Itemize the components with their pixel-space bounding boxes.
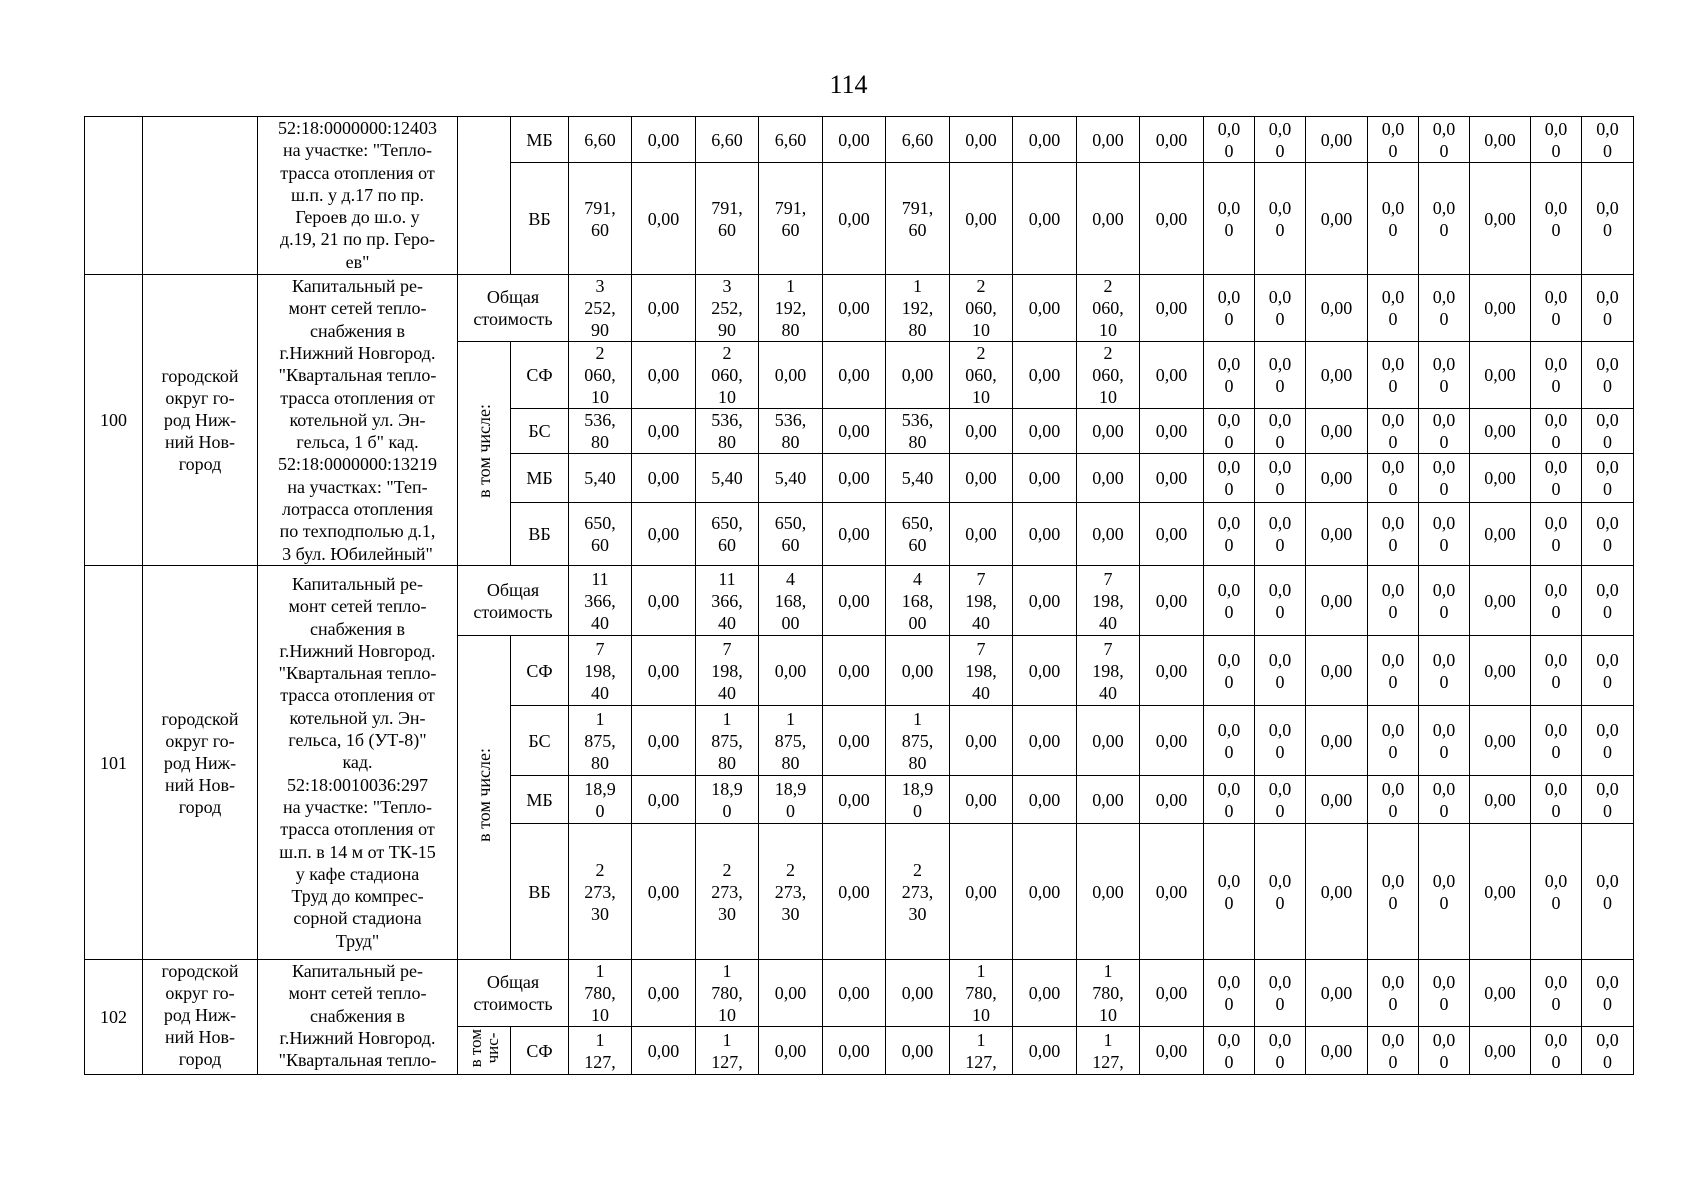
value-cell: 0,0 0 [1419, 454, 1470, 503]
value-cell: 0,00 [1470, 342, 1531, 409]
value-cell: 0,0 0 [1368, 163, 1419, 275]
value-cell: 0,00 [1306, 960, 1368, 1027]
value-cell: 0,0 0 [1531, 960, 1582, 1027]
value-cell: 0,00 [1306, 342, 1368, 409]
value-cell: 0,0 0 [1255, 503, 1306, 566]
value-cell: 0,00 [1306, 275, 1368, 342]
value-cell: 0,00 [1077, 409, 1140, 454]
value-cell: 0,0 0 [1255, 454, 1306, 503]
value-cell: 0,00 [1470, 824, 1531, 960]
value-cell: 5,40 [569, 454, 632, 503]
value-cell: 0,00 [1470, 776, 1531, 824]
value-cell: 0,00 [1306, 636, 1368, 706]
value-cell: 0,0 0 [1368, 960, 1419, 1027]
value-cell: 0,00 [1013, 454, 1077, 503]
value-cell: 0,00 [1013, 117, 1077, 163]
value-cell: 0,00 [632, 1027, 696, 1075]
value-cell: 0,00 [1470, 454, 1531, 503]
value-cell: 0,00 [823, 706, 886, 776]
value-cell: 0,0 0 [1531, 163, 1582, 275]
value-cell: 0,0 0 [1204, 163, 1255, 275]
value-cell: 1 875, 80 [759, 706, 823, 776]
value-cell: 0,00 [1470, 117, 1531, 163]
value-cell: 0,00 [1470, 1027, 1531, 1075]
value-cell: 0,00 [1306, 503, 1368, 566]
value-cell: 536, 80 [696, 409, 759, 454]
value-cell: 0,00 [759, 636, 823, 706]
value-cell: 0,00 [1140, 636, 1204, 706]
value-cell: 0,00 [632, 824, 696, 960]
total-row [85, 566, 1634, 636]
value-cell: 0,00 [632, 117, 696, 163]
value-cell: 1 780, 10 [1077, 960, 1140, 1027]
value-cell: 1 192, 80 [886, 275, 950, 342]
description-cell: 52:18:0000000:12403 на участке: "Тепло- трасса отопления от ш.п. у д.17 по пр. Героев до ш.о. у д.19, 21 по пр. Геро- ев" [258, 117, 458, 275]
value-cell: 1 127, [1077, 1027, 1140, 1075]
value-cell: 0,00 [823, 503, 886, 566]
value-cell: 5,40 [696, 454, 759, 503]
description-cell: Капитальный ре- монт сетей тепло- снабжения в г.Нижний Новгород. "Квартальная тепло- трасса отопления от котельной ул. Эн- гельса, 1б (УТ-8)" кад. 52:18:0010036:297 на участке: "Тепло- трасса отопления от ш.п. в 14 м от ТК-15 у кафе стадиона Труд до компрес- сорной стадиона Труд" [258, 566, 458, 960]
value-cell: 0,0 0 [1204, 824, 1255, 960]
value-cell: 0,00 [1140, 163, 1204, 275]
value-cell: 650, 60 [759, 503, 823, 566]
value-cell: 0,0 0 [1419, 566, 1470, 636]
value-cell: 0,0 0 [1531, 409, 1582, 454]
value-cell: 0,0 0 [1255, 163, 1306, 275]
value-cell: 7 198, 40 [569, 636, 632, 706]
funding-source: МБ [511, 454, 569, 503]
value-cell: 6,60 [569, 117, 632, 163]
value-cell: 4 168, 00 [886, 566, 950, 636]
value-cell: 0,0 0 [1582, 163, 1634, 275]
value-cell: 0,0 0 [1419, 163, 1470, 275]
value-cell: 0,0 0 [1531, 776, 1582, 824]
value-cell: 2 273, 30 [759, 824, 823, 960]
value-cell: 7 198, 40 [950, 566, 1013, 636]
value-cell: 0,0 0 [1204, 409, 1255, 454]
value-cell: 0,00 [1077, 503, 1140, 566]
source-row [85, 117, 1634, 163]
value-cell: 0,00 [1013, 342, 1077, 409]
funding-source: ВБ [511, 163, 569, 275]
value-cell: 4 168, 00 [759, 566, 823, 636]
value-cell: 0,00 [632, 706, 696, 776]
value-cell: 2 060, 10 [696, 342, 759, 409]
value-cell: 0,0 0 [1419, 776, 1470, 824]
value-cell: 0,0 0 [1419, 824, 1470, 960]
value-cell: 6,60 [886, 117, 950, 163]
value-cell: 0,00 [1013, 824, 1077, 960]
value-cell: 0,00 [1140, 566, 1204, 636]
value-cell: 0,0 0 [1204, 1027, 1255, 1075]
value-cell: 0,00 [1306, 706, 1368, 776]
value-cell: 0,0 0 [1368, 409, 1419, 454]
value-cell: 0,0 0 [1582, 824, 1634, 960]
value-cell: 650, 60 [569, 503, 632, 566]
total-row [85, 275, 1634, 342]
value-cell: 5,40 [886, 454, 950, 503]
value-cell: 0,00 [1470, 163, 1531, 275]
value-cell: 0,00 [632, 503, 696, 566]
value-cell: 0,00 [632, 776, 696, 824]
value-cell: 536, 80 [569, 409, 632, 454]
value-cell: 0,0 0 [1531, 824, 1582, 960]
value-cell: 2 273, 30 [569, 824, 632, 960]
value-cell: 0,00 [823, 1027, 886, 1075]
value-cell: 0,00 [632, 960, 696, 1027]
value-cell: 0,00 [1470, 275, 1531, 342]
value-cell: 0,00 [1013, 503, 1077, 566]
value-cell: 0,0 0 [1204, 706, 1255, 776]
value-cell: 0,00 [632, 163, 696, 275]
value-cell: 0,0 0 [1368, 776, 1419, 824]
value-cell: 791, 60 [696, 163, 759, 275]
value-cell: 7 198, 40 [950, 636, 1013, 706]
value-cell: 0,0 0 [1204, 275, 1255, 342]
value-cell: 2 273, 30 [886, 824, 950, 960]
financing-table [84, 116, 1634, 1075]
row-number: 101 [85, 566, 143, 960]
total-cost-label: Общая стоимость [458, 275, 569, 342]
value-cell: 0,00 [1140, 824, 1204, 960]
value-cell: 1 127, [950, 1027, 1013, 1075]
value-cell: 0,0 0 [1368, 706, 1419, 776]
value-cell: 0,00 [1013, 960, 1077, 1027]
value-cell: 0,0 0 [1255, 275, 1306, 342]
value-cell: 0,0 0 [1582, 706, 1634, 776]
group-label-text: в том чис- [466, 1028, 502, 1068]
description-cell: Капитальный ре- монт сетей тепло- снабжения в г.Нижний Новгород. "Квартальная тепло- [258, 960, 458, 1075]
group-label-cell [458, 1027, 511, 1075]
row-number: 102 [85, 960, 143, 1075]
value-cell: 0,0 0 [1531, 275, 1582, 342]
value-cell: 0,00 [1470, 636, 1531, 706]
value-cell: 0,00 [823, 636, 886, 706]
municipality-cell: городской округ го- род Ниж- ний Нов- город [143, 275, 258, 566]
value-cell: 0,0 0 [1255, 566, 1306, 636]
municipality-cell [143, 117, 258, 275]
value-cell: 0,0 0 [1419, 342, 1470, 409]
value-cell: 0,0 0 [1368, 503, 1419, 566]
value-cell: 0,00 [823, 454, 886, 503]
value-cell: 0,0 0 [1255, 117, 1306, 163]
value-cell: 0,0 0 [1255, 636, 1306, 706]
value-cell: 0,00 [1140, 342, 1204, 409]
value-cell: 0,0 0 [1419, 706, 1470, 776]
value-cell: 791, 60 [886, 163, 950, 275]
value-cell: 0,00 [1306, 776, 1368, 824]
page-number: 114 [829, 70, 868, 99]
funding-source: СФ [511, 636, 569, 706]
value-cell: 0,00 [1140, 503, 1204, 566]
value-cell: 0,0 0 [1255, 342, 1306, 409]
funding-source: ВБ [511, 824, 569, 960]
value-cell: 0,0 0 [1368, 1027, 1419, 1075]
value-cell: 11 366, 40 [696, 566, 759, 636]
value-cell: 1 192, 80 [759, 275, 823, 342]
value-cell: 0,0 0 [1368, 275, 1419, 342]
value-cell: 0,00 [1306, 566, 1368, 636]
value-cell: 0,0 0 [1531, 566, 1582, 636]
value-cell: 7 198, 40 [696, 636, 759, 706]
value-cell: 0,0 0 [1204, 776, 1255, 824]
value-cell: 0,00 [950, 706, 1013, 776]
value-cell: 0,00 [1470, 706, 1531, 776]
row-number [85, 117, 143, 275]
value-cell: 0,00 [632, 636, 696, 706]
value-cell: 0,00 [886, 342, 950, 409]
value-cell: 0,00 [1077, 824, 1140, 960]
value-cell: 0,00 [950, 776, 1013, 824]
value-cell: 650, 60 [696, 503, 759, 566]
value-cell: 0,00 [1013, 636, 1077, 706]
value-cell: 0,0 0 [1204, 636, 1255, 706]
value-cell: 0,00 [1470, 566, 1531, 636]
value-cell: 1 780, 10 [696, 960, 759, 1027]
value-cell: 0,00 [1140, 454, 1204, 503]
value-cell: 0,00 [823, 824, 886, 960]
description-cell: Капитальный ре- монт сетей тепло- снабжения в г.Нижний Новгород. "Квартальная тепло- трасса отопления от котельной ул. Эн- гельса, 1 б" кад. 52:18:0000000:13219 на участках: "Теп- лотрасса отопления по техподполью д.1, 3 бул. Юбилейный" [258, 275, 458, 566]
value-cell: 0,00 [1077, 706, 1140, 776]
value-cell: 2 273, 30 [696, 824, 759, 960]
value-cell: 0,00 [823, 776, 886, 824]
value-cell: 0,00 [950, 454, 1013, 503]
value-cell: 0,0 0 [1531, 342, 1582, 409]
value-cell: 0,0 0 [1531, 636, 1582, 706]
value-cell: 0,00 [950, 824, 1013, 960]
funding-source: МБ [511, 776, 569, 824]
value-cell: 18,9 0 [759, 776, 823, 824]
value-cell: 0,00 [950, 503, 1013, 566]
value-cell: 0,0 0 [1204, 454, 1255, 503]
value-cell: 0,0 0 [1419, 503, 1470, 566]
value-cell: 0,00 [1470, 503, 1531, 566]
value-cell: 0,0 0 [1368, 342, 1419, 409]
funding-source: БС [511, 706, 569, 776]
value-cell: 0,00 [823, 275, 886, 342]
value-cell: 536, 80 [886, 409, 950, 454]
value-cell: 0,00 [823, 342, 886, 409]
value-cell: 0,0 0 [1204, 566, 1255, 636]
value-cell: 0,00 [1306, 454, 1368, 503]
value-cell: 0,00 [1140, 409, 1204, 454]
value-cell: 0,00 [1140, 706, 1204, 776]
value-cell: 5,40 [759, 454, 823, 503]
value-cell: 0,00 [1306, 824, 1368, 960]
funding-source: СФ [511, 342, 569, 409]
value-cell: 0,00 [632, 566, 696, 636]
value-cell: 0,0 0 [1582, 776, 1634, 824]
value-cell: 0,00 [823, 409, 886, 454]
value-cell: 0,0 0 [1582, 117, 1634, 163]
value-cell: 0,00 [823, 960, 886, 1027]
funding-source: БС [511, 409, 569, 454]
value-cell: 0,00 [950, 117, 1013, 163]
value-cell: 0,00 [759, 960, 823, 1027]
value-cell: 0,00 [1140, 117, 1204, 163]
value-cell: 11 366, 40 [569, 566, 632, 636]
value-cell: 0,00 [886, 1027, 950, 1075]
value-cell: 3 252, 90 [696, 275, 759, 342]
value-cell: 0,00 [1077, 117, 1140, 163]
value-cell: 0,00 [950, 409, 1013, 454]
value-cell: 0,00 [886, 636, 950, 706]
value-cell: 650, 60 [886, 503, 950, 566]
total-cost-label: Общая стоимость [458, 566, 569, 636]
value-cell: 1 875, 80 [696, 706, 759, 776]
value-cell: 0,0 0 [1204, 342, 1255, 409]
value-cell: 0,0 0 [1255, 409, 1306, 454]
value-cell: 0,00 [1306, 163, 1368, 275]
group-label-cell [458, 117, 511, 275]
value-cell: 0,00 [1306, 1027, 1368, 1075]
value-cell: 0,0 0 [1255, 776, 1306, 824]
value-cell: 7 198, 40 [1077, 566, 1140, 636]
value-cell: 0,00 [632, 454, 696, 503]
value-cell: 2 060, 10 [950, 342, 1013, 409]
value-cell: 0,0 0 [1582, 454, 1634, 503]
value-cell: 6,60 [696, 117, 759, 163]
value-cell: 0,0 0 [1368, 454, 1419, 503]
value-cell: 0,0 0 [1582, 566, 1634, 636]
value-cell: 0,00 [1013, 1027, 1077, 1075]
funding-source: СФ [511, 1027, 569, 1075]
value-cell: 2 060, 10 [1077, 275, 1140, 342]
value-cell: 0,00 [1077, 163, 1140, 275]
value-cell: 0,00 [632, 275, 696, 342]
value-cell: 0,0 0 [1204, 117, 1255, 163]
funding-source: ВБ [511, 503, 569, 566]
value-cell: 0,00 [759, 342, 823, 409]
value-cell: 1 127, [569, 1027, 632, 1075]
value-cell: 0,0 0 [1419, 117, 1470, 163]
value-cell: 0,00 [632, 409, 696, 454]
value-cell: 0,00 [1140, 275, 1204, 342]
value-cell: 791, 60 [569, 163, 632, 275]
value-cell: 0,00 [1306, 117, 1368, 163]
value-cell: 0,0 0 [1419, 636, 1470, 706]
value-cell: 0,00 [823, 566, 886, 636]
value-cell: 0,00 [950, 163, 1013, 275]
value-cell: 0,0 0 [1582, 960, 1634, 1027]
value-cell: 0,00 [823, 163, 886, 275]
value-cell: 0,0 0 [1419, 1027, 1470, 1075]
value-cell: 0,00 [1140, 1027, 1204, 1075]
value-cell: 0,0 0 [1368, 117, 1419, 163]
value-cell: 1 780, 10 [569, 960, 632, 1027]
value-cell: 7 198, 40 [1077, 636, 1140, 706]
value-cell: 0,0 0 [1255, 706, 1306, 776]
value-cell: 0,00 [1077, 776, 1140, 824]
value-cell: 0,0 0 [1419, 275, 1470, 342]
value-cell: 0,00 [886, 960, 950, 1027]
value-cell: 0,00 [1013, 776, 1077, 824]
funding-source: МБ [511, 117, 569, 163]
value-cell: 0,0 0 [1531, 1027, 1582, 1075]
value-cell: 0,0 0 [1255, 1027, 1306, 1075]
value-cell: 0,0 0 [1204, 960, 1255, 1027]
value-cell: 18,9 0 [886, 776, 950, 824]
value-cell: 0,00 [1013, 163, 1077, 275]
value-cell: 1 875, 80 [569, 706, 632, 776]
value-cell: 791, 60 [759, 163, 823, 275]
value-cell: 0,0 0 [1582, 1027, 1634, 1075]
value-cell: 0,00 [1013, 275, 1077, 342]
value-cell: 0,0 0 [1368, 636, 1419, 706]
total-cost-label: Общая стоимость [458, 960, 569, 1027]
group-label-text: в том числе: [474, 748, 494, 842]
value-cell: 536, 80 [759, 409, 823, 454]
value-cell: 0,00 [632, 342, 696, 409]
value-cell: 18,9 0 [569, 776, 632, 824]
value-cell: 2 060, 10 [1077, 342, 1140, 409]
value-cell: 1 780, 10 [950, 960, 1013, 1027]
value-cell: 0,0 0 [1582, 342, 1634, 409]
value-cell: 0,00 [1013, 409, 1077, 454]
value-cell: 0,0 0 [1204, 503, 1255, 566]
municipality-cell: городской округ го- род Ниж- ний Нов- город [143, 960, 258, 1075]
value-cell: 0,00 [759, 1027, 823, 1075]
value-cell: 0,0 0 [1255, 824, 1306, 960]
group-label-cell [458, 636, 511, 960]
value-cell: 0,0 0 [1368, 566, 1419, 636]
value-cell: 0,00 [1470, 409, 1531, 454]
value-cell: 0,0 0 [1582, 409, 1634, 454]
value-cell: 0,0 0 [1531, 503, 1582, 566]
municipality-cell: городской округ го- род Ниж- ний Нов- город [143, 566, 258, 960]
value-cell: 0,0 0 [1582, 503, 1634, 566]
value-cell: 3 252, 90 [569, 275, 632, 342]
value-cell: 0,0 0 [1531, 117, 1582, 163]
value-cell: 0,00 [1306, 409, 1368, 454]
value-cell: 0,0 0 [1582, 636, 1634, 706]
value-cell: 1 127, [696, 1027, 759, 1075]
value-cell: 2 060, 10 [950, 275, 1013, 342]
value-cell: 0,0 0 [1368, 824, 1419, 960]
value-cell: 18,9 0 [696, 776, 759, 824]
value-cell: 0,0 0 [1531, 706, 1582, 776]
row-number: 100 [85, 275, 143, 566]
value-cell: 0,0 0 [1419, 409, 1470, 454]
value-cell: 0,00 [1140, 776, 1204, 824]
value-cell: 0,0 0 [1255, 960, 1306, 1027]
value-cell: 2 060, 10 [569, 342, 632, 409]
total-row [85, 960, 1634, 1027]
value-cell: 0,00 [1077, 454, 1140, 503]
group-label-text: в том числе: [474, 404, 494, 498]
value-cell: 0,00 [1013, 566, 1077, 636]
group-label-cell [458, 342, 511, 566]
value-cell: 0,0 0 [1582, 275, 1634, 342]
value-cell: 6,60 [759, 117, 823, 163]
value-cell: 0,00 [1470, 960, 1531, 1027]
value-cell: 0,00 [823, 117, 886, 163]
value-cell: 0,0 0 [1531, 454, 1582, 503]
value-cell: 1 875, 80 [886, 706, 950, 776]
value-cell: 0,00 [1013, 706, 1077, 776]
value-cell: 0,00 [1140, 960, 1204, 1027]
value-cell: 0,0 0 [1419, 960, 1470, 1027]
